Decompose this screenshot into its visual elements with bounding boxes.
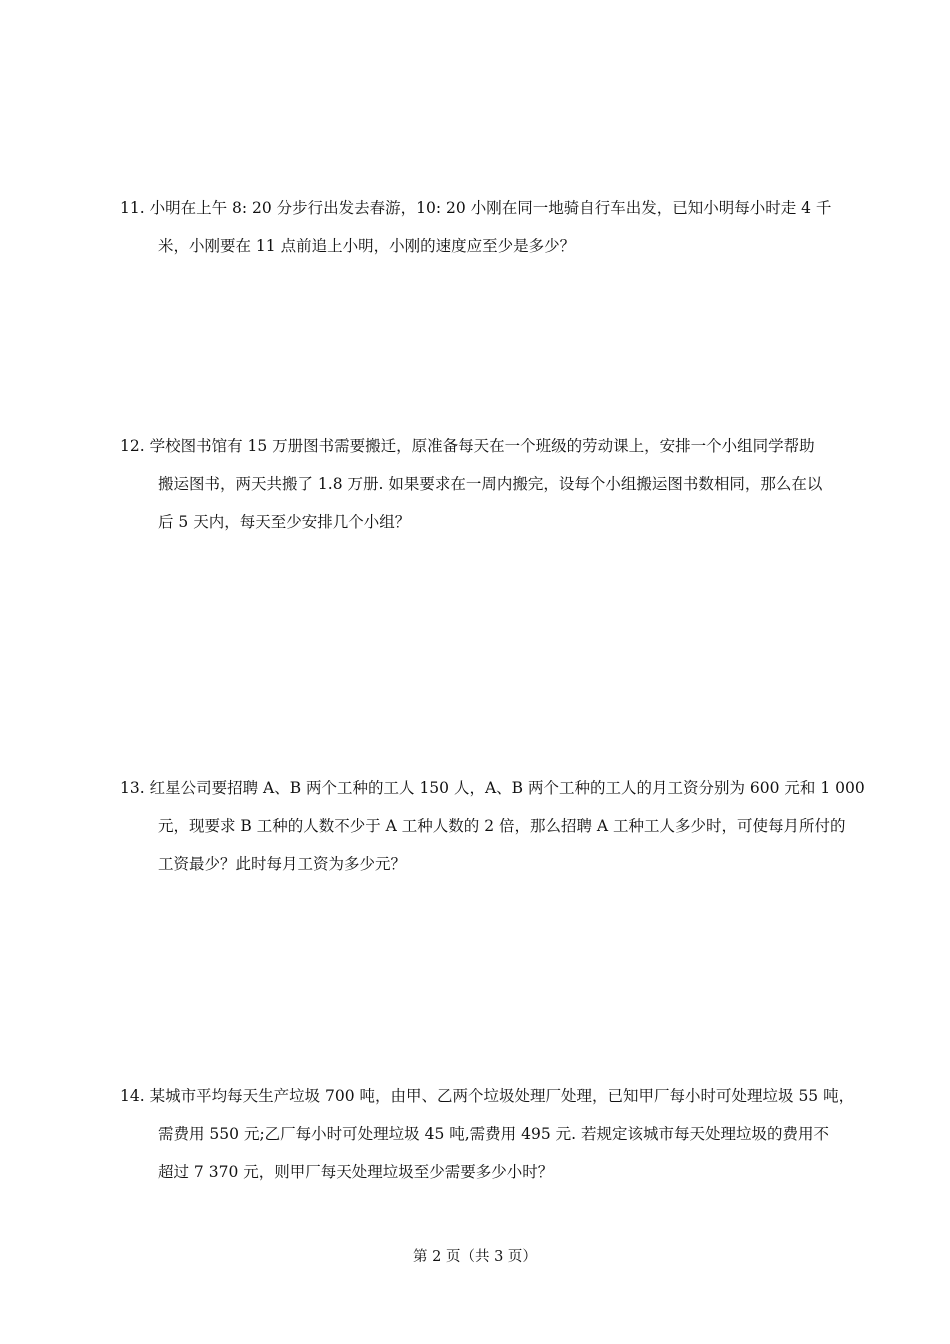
page-number-label: 第 2 页（共 3 页） xyxy=(413,1249,537,1265)
problem-line: 元，现要求 B 工种的人数不少于 A 工种人数的 2 倍，那么招聘 A 工种工人多少时，可使每月所付的 xyxy=(158,817,846,835)
problem-line: 米，小刚要在 11 点前追上小明，小刚的速度应至少是多少？ xyxy=(158,237,576,255)
problem-line: 11. 小明在上午 8: 20 分步行出发去春游，10: 20 小刚在同一地骑自行车出发，已知小明每小时走 4 千 xyxy=(120,199,832,217)
problem-line: 工资最少？此时每月工资为多少元？ xyxy=(158,855,407,873)
problem-line: 后 5 天内，每天至少安排几个小组？ xyxy=(158,513,411,531)
problem-line: 搬运图书，两天共搬了 1.8 万册. 如果要求在一周内搬完，设每个小组搬运图书数相同，那么在以 xyxy=(158,475,823,493)
problem-line: 超过 7 370 元，则甲厂每天处理垃圾至少需要多少小时？ xyxy=(158,1163,554,1181)
problem-line: 14. 某城市平均每天生产垃圾 700 吨，由甲、乙两个垃圾处理厂处理，已知甲厂每小时可处理垃圾 55 吨， xyxy=(120,1087,855,1105)
page-footer xyxy=(0,1248,950,1266)
problem-line: 需费用 550 元;乙厂每小时可处理垃圾 45 吨,需费用 495 元. 若规定该城市每天处理垃圾的费用不 xyxy=(158,1125,829,1143)
problem-line: 12. 学校图书馆有 15 万册图书需要搬迁，原准备每天在一个班级的劳动课上，安排一个小组同学帮助 xyxy=(120,437,815,455)
problem-line: 13. 红星公司要招聘 A、B 两个工种的工人 150 人，A、B 两个工种的工人的月工资分别为 600 元和 1 000 xyxy=(120,779,865,797)
